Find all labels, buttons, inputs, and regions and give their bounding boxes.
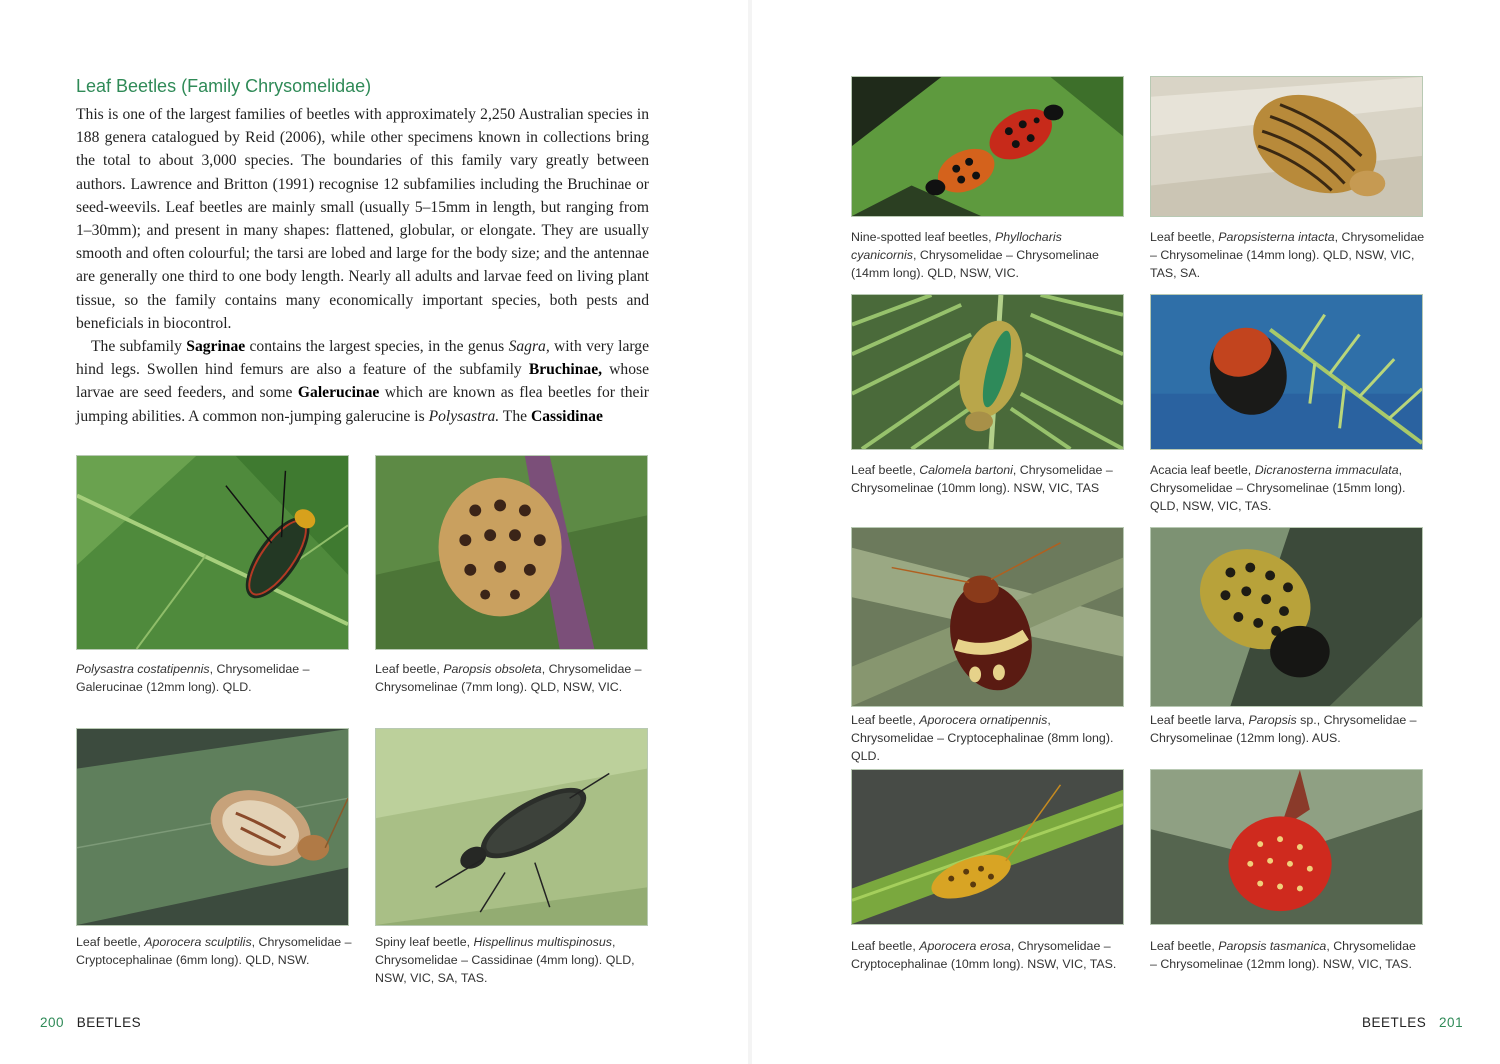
left-footer [40,1015,141,1030]
caption-paropsis-larva: Leaf beetle larva, Paropsis sp., Chrysomelidae – Chrysomelinae (12mm long). AUS. [1150,713,1417,745]
caption-paropsis-obsoleta: Leaf beetle, Paropsis obsoleta, Chrysomelidae – Chrysomelinae (7mm long). QLD, NSW, VIC. [375,662,642,694]
photo-aporocera-ornatipennis [851,527,1124,707]
photo-polysastra-costatipennis [76,455,349,650]
spread-gutter [748,0,752,1064]
photo-aporocera-sculptilis [76,728,349,926]
caption-hispellinus-multispinosus: Spiny leaf beetle, Hispellinus multispinosus, Chrysomelidae – Cassidinae (4mm long). QLD, NSW, VIC, SA, TAS. [375,935,635,985]
caption-aporocera-erosa: Leaf beetle, Aporocera erosa, Chrysomelidae – Cryptocephalinae (10mm long). NSW, VIC, TAS. [851,939,1117,971]
paragraph-1: This is one of the largest families of beetles with approximately 2,250 Australian species in 188 genera catalogued by Reid (2006), while other specimens known in collections bring the total to about 3,000 species. The boundaries of this family vary greatly between authors. Lawrence and Britton (1991) recognise 12 subfamilies including the Bruchinae or seed-weevils. Leaf beetles are mainly small (usually 5–15mm in length, but ranging from 1–30mm); and present in many shapes: flattened, globular, or elongate. They are usually smooth and often colourful; the tarsi are lobed and large for the body size; and the antennae are generally one third to one body length. Nearly all adults and larvae feed on living plant tissue, so the family contains many economically important species, both pests and beneficials in biocontrol. [76,106,649,332]
photo-paropsis-larva [1150,527,1423,707]
caption-aporocera-sculptilis: Leaf beetle, Aporocera sculptilis, Chrysomelidae – Cryptocephalinae (6mm long). QLD, NSW. [76,935,352,967]
page-number-right: 201 [1439,1015,1464,1030]
photo-paropsis-tasmanica [1150,769,1423,925]
right-footer [1362,1015,1463,1030]
page-number-left: 200 [40,1015,65,1030]
photo-paropsisterna-intacta [1150,76,1423,217]
body-text [76,103,649,428]
running-head-right: BEETLES [1362,1015,1427,1030]
caption-dicranosterna-immaculata: Acacia leaf beetle, Dicranosterna immaculata, Chrysomelidae – Chrysomelinae (15mm long). QLD, NSW, VIC, TAS. [1150,463,1406,513]
caption-phyllocharis-cyanicornis: Nine-spotted leaf beetles, Phyllocharis cyanicornis, Chrysomelidae – Chrysomelinae (14mm long). QLD, NSW, VIC. [851,230,1099,280]
photo-calomela-bartoni [851,294,1124,450]
caption-calomela-bartoni: Leaf beetle, Calomela bartoni, Chrysomelidae – Chrysomelinae (10mm long). NSW, VIC, TAS [851,463,1113,495]
caption-aporocera-ornatipennis: Leaf beetle, Aporocera ornatipennis, Chrysomelidae – Cryptocephalinae (8mm long). QLD. [851,713,1114,763]
photo-dicranosterna-immaculata [1150,294,1423,450]
paragraph-2: The subfamily Sagrinae contains the largest species, in the genus Sagra, with very large hind legs. Swollen hind femurs are also a feature of the subfamily Bruchinae, whose larvae are seed feeders, and some Galerucinae which are known as flea beetles for their jumping abilities. A common non-jumping galerucine is Polysastra. The Cassidinae [76,338,649,425]
photo-paropsis-obsoleta [375,455,648,650]
caption-paropsis-tasmanica: Leaf beetle, Paropsis tasmanica, Chrysomelidae – Chrysomelinae (12mm long). NSW, VIC, TAS. [1150,939,1416,971]
caption-paropsisterna-intacta: Leaf beetle, Paropsisterna intacta, Chrysomelidae – Chrysomelinae (14mm long). QLD, NSW, VIC, TAS, SA. [1150,230,1425,280]
section-heading: Leaf Beetles (Family Chrysomelidae) [76,76,372,96]
photo-aporocera-erosa [851,769,1124,925]
photo-hispellinus-multispinosus [375,728,648,926]
photo-phyllocharis-cyanicornis [851,76,1124,217]
running-head-left: BEETLES [76,1015,142,1030]
caption-polysastra-costatipennis: Polysastra costatipennis, Chrysomelidae – Galerucinae (12mm long). QLD. [76,662,310,694]
